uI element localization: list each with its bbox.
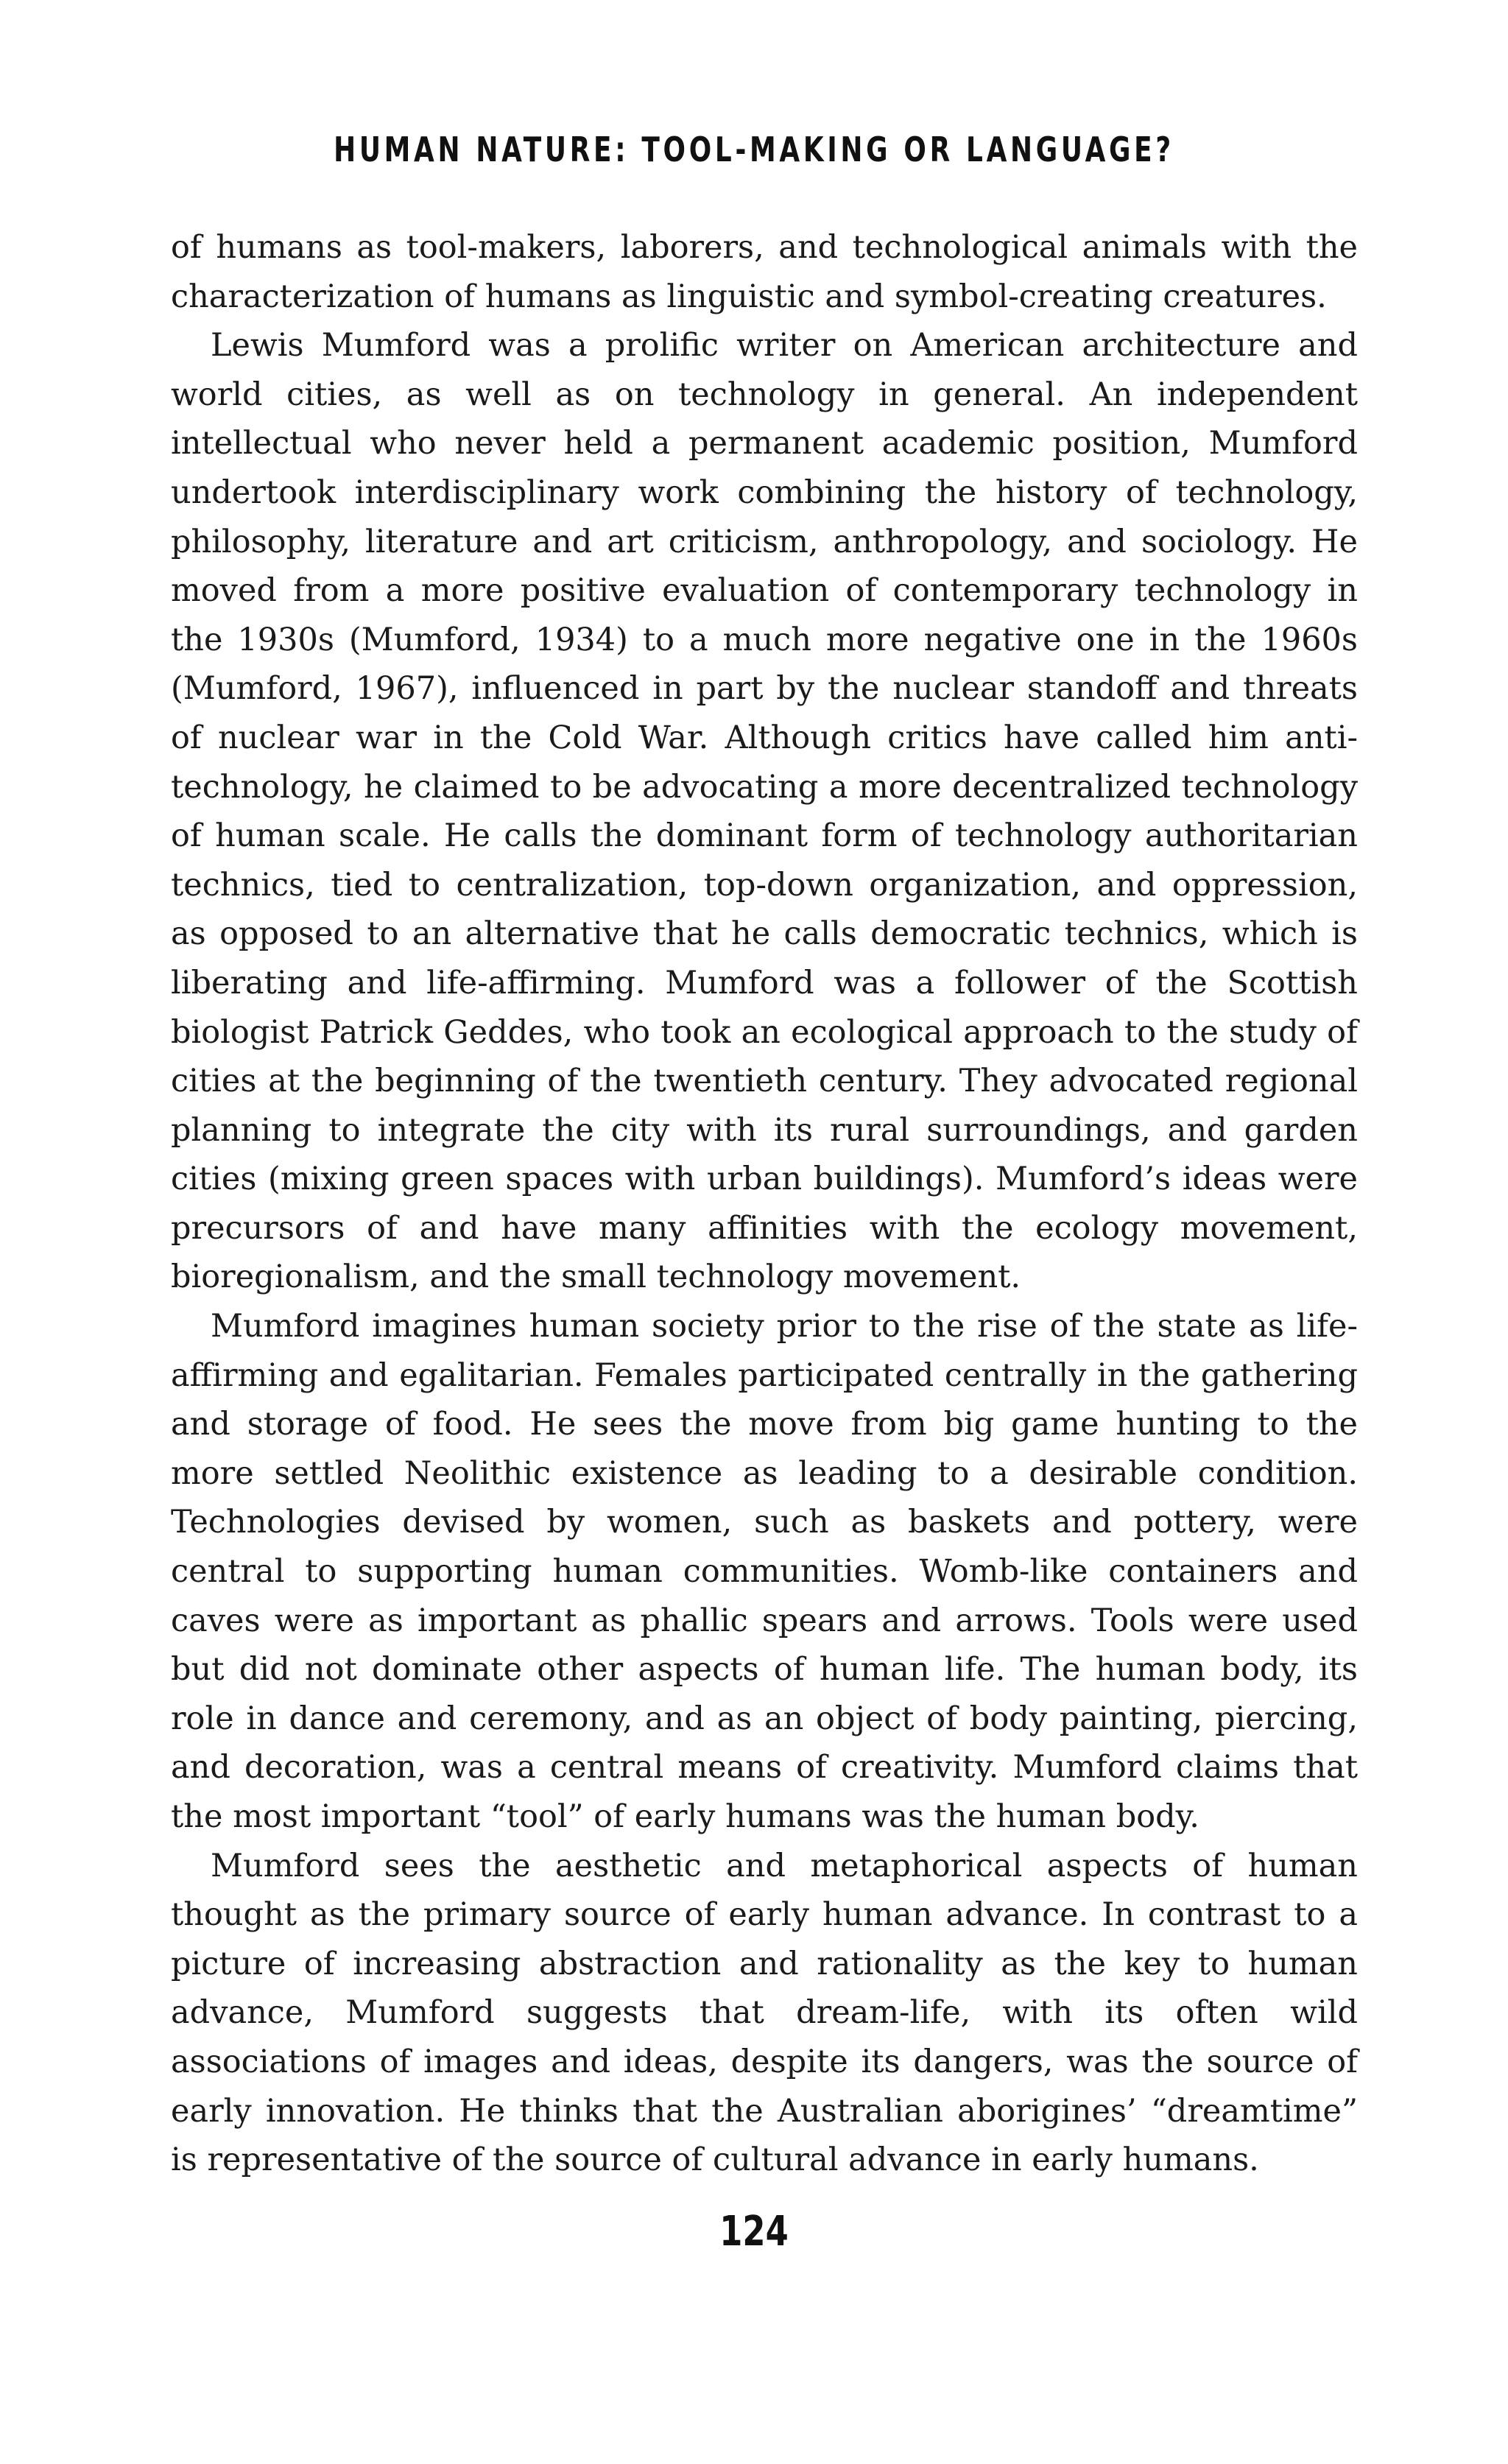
- paragraph-dream-life: Mumford sees the aesthetic and metaphorical aspects of human thought as the primary source of early human advance. In contrast to a picture of increasing abstraction and rationality as the key to human advance, Mumford suggests that dream-life, with its often wild associations of images and ideas, despite its dangers, was the source of early innovation. He thinks that the Australian aborigines’ “dreamtime” is representative of the source of cultural advance in early humans.: [171, 1847, 1358, 2179]
- paragraph-continued: of humans as tool-makers, laborers, and technological animals with the characterization of humans as linguistic and symbol-creating creatures.: [171, 229, 1358, 315]
- page-number: 124: [719, 2208, 789, 2256]
- running-head-title: HUMAN NATURE: TOOL-MAKING OR LANGUAGE?: [334, 130, 1174, 169]
- paragraph-early-society: Mumford imagines human society prior to the rise of the state as life-affirming and egalitarian. Females participated centrally in the gathering and storage of food. He sees the move from big game hunting to the more settled Neolithic existence as leading to a desirable condition. Technologies devised by women, such as baskets and pottery, were central to supporting human communities. Womb-like containers and caves were as important as phallic spears and arrows. Tools were used but did not dominate other aspects of human life. The human body, its role in dance and ceremony, and as an object of body painting, piercing, and decoration, was a central means of creativity. Mumford claims that the most important “tool” of early humans was the human body.: [171, 1308, 1358, 1835]
- body-text: [171, 223, 1358, 2185]
- paragraph-mumford-biography: Lewis Mumford was a prolific writer on American architecture and world cities, as well as on technology in general. An independent intellectual who never held a permanent academic position, Mumford undertook interdisciplinary work combining the history of technology, philosophy, literature and art criticism, anthropology, and sociology. He moved from a more positive evaluation of contemporary technology in the 1930s (Mumford, 1934) to a much more negative one in the 1960s (Mumford, 1967), influenced in part by the nuclear standoff and threats of nuclear war in the Cold War. Although critics have called him anti-technology, he claimed to be advocating a more decentralized technology of human scale. He calls the dominant form of technology authoritarian technics, tied to centralization, top-down organization, and oppression, as opposed to an alternative that he calls democratic technics, which is liberating and life-affirming. Mumford was a follower of the Scottish biologist Patrick Geddes, who took an ecological approach to the study of cities at the beginning of the twentieth century. They advocated regional planning to integrate the city with its rural surroundings, and garden cities (mixing green spaces with urban buildings). Mumford’s ideas were precursors of and have many affinities with the ecology movement, bioregionalism, and the small technology movement.: [171, 327, 1358, 1296]
